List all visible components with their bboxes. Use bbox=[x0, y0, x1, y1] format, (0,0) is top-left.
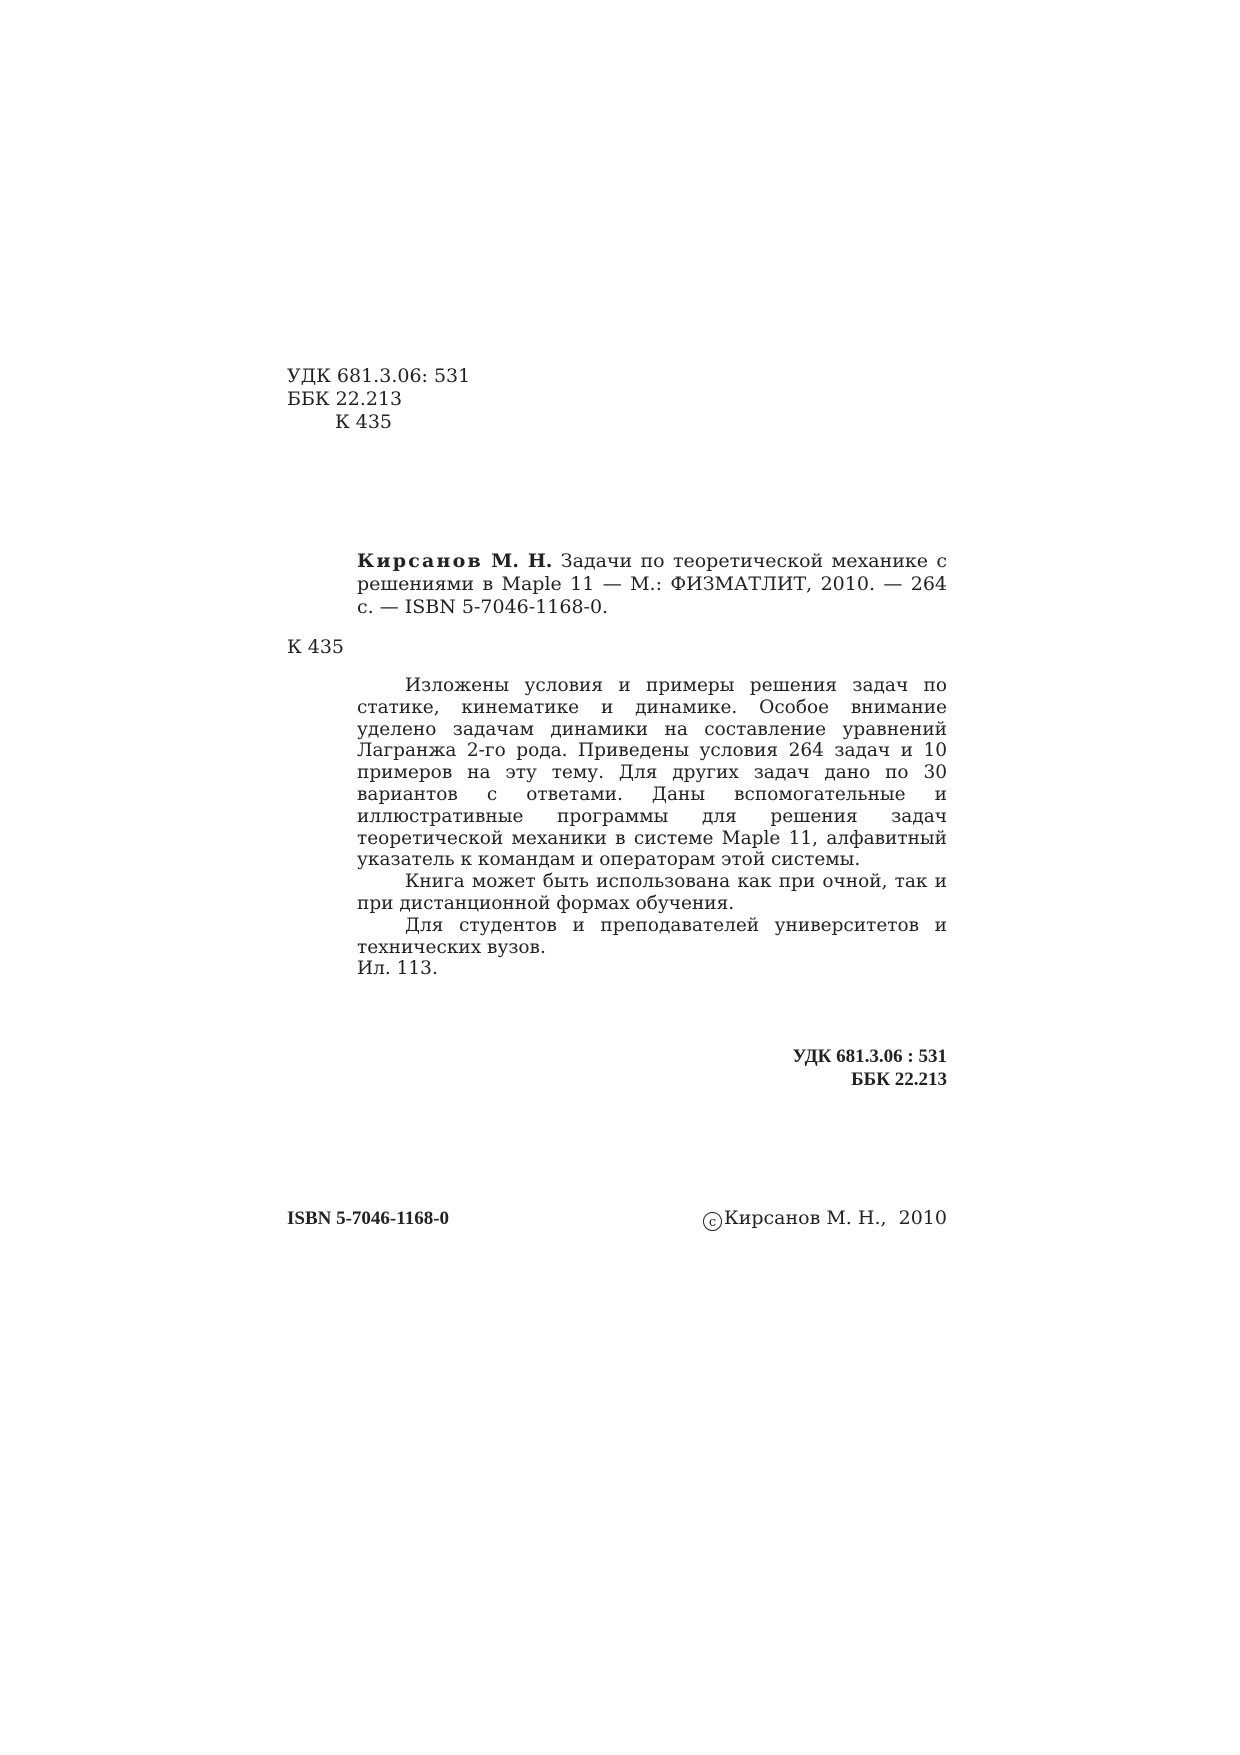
illustrations-count: Ил. 113. bbox=[357, 958, 438, 980]
footer-udk-code: УДК 681.3.06 : 531 bbox=[792, 1046, 947, 1067]
bbk-code: ББК 22.213 bbox=[287, 388, 403, 410]
abstract-paragraph-1: Изложены условия и примеры решения задач по статике, кинематике и динамике. Особое внимание уделено задачам динамики на составление уравнений Лагранжа 2-го рода. Приведены условия 264 задач и 10 примеров на эту тему. Для других задач дано по 30 вариантов с ответами. Даны вспомогательные и иллюстративные программы для решения задач теоретической механики в системе Maple 11, алфавитный указатель к командам и операторам этой системы. bbox=[357, 675, 947, 871]
biblio-paragraph bbox=[357, 550, 947, 619]
biblio-description: Задачи по теоретической механике с решениями в Maple 11 — М.: ФИЗМАТЛИТ, 2010. — 264 с. — ISBN 5-7046-1168-0. bbox=[357, 550, 948, 618]
copyright bbox=[703, 1207, 947, 1231]
abstract-paragraph-3: Для студентов и преподавателей университетов и технических вузов. bbox=[357, 914, 947, 958]
copyright-icon: c bbox=[703, 1212, 722, 1231]
isbn: ISBN 5-7046-1168-0 bbox=[287, 1208, 450, 1229]
copyright-holder: Кирсанов М. Н., bbox=[724, 1207, 887, 1229]
abstract-paragraph-2: Книга может быть использована как при очной, так и при дистанционной формах обучения. bbox=[357, 871, 947, 914]
author-mark-2: К 435 bbox=[287, 636, 345, 658]
copyright-year: 2010 bbox=[898, 1207, 947, 1229]
author-surname: Кирсанов bbox=[357, 550, 483, 572]
author-initials: М. Н. bbox=[491, 550, 553, 572]
bibliographic-entry bbox=[357, 550, 947, 619]
footer-bbk-code: ББК 22.213 bbox=[851, 1069, 947, 1090]
abstract bbox=[357, 675, 947, 980]
author-mark: К 435 bbox=[335, 411, 393, 433]
footer-codes bbox=[793, 1045, 947, 1091]
udk-code: УДК 681.3.06: 531 bbox=[287, 365, 471, 387]
header-codes bbox=[287, 365, 470, 434]
